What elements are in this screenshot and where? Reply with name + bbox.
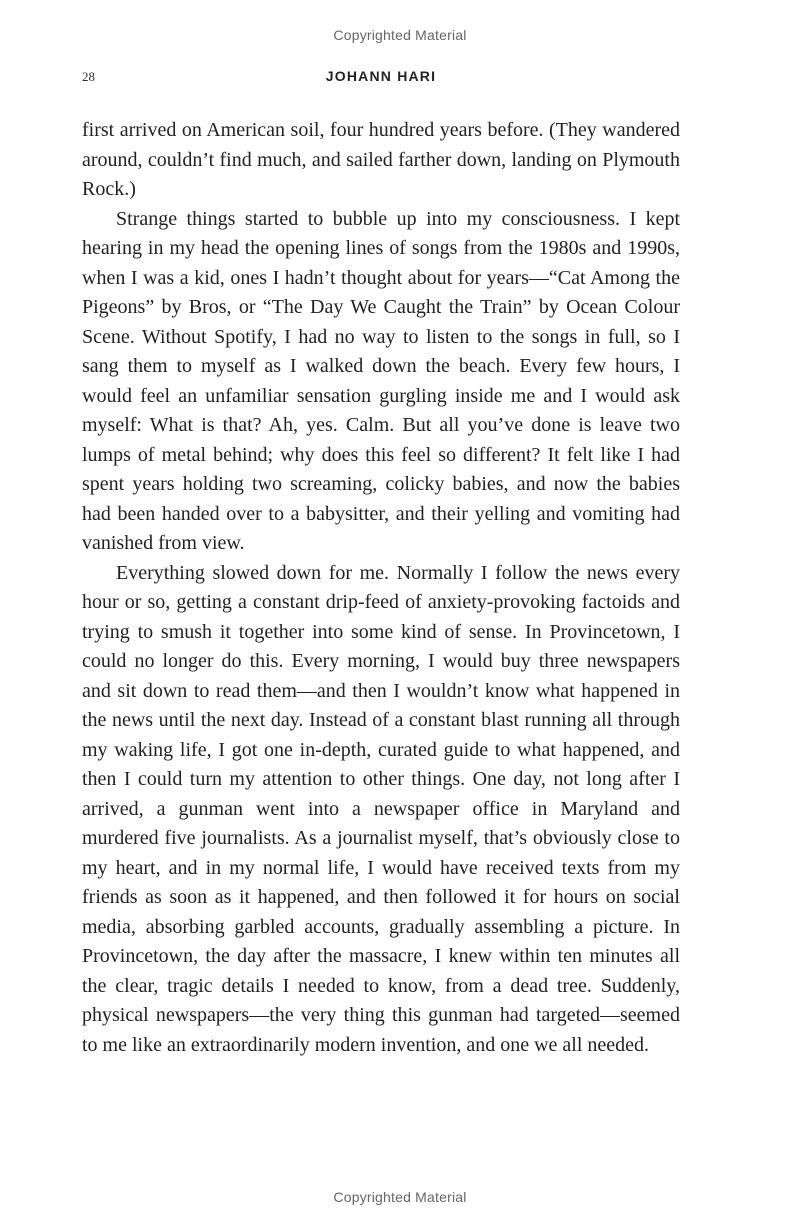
page-number: 28: [82, 69, 95, 84]
body-text: [82, 116, 680, 1060]
paragraph: Strange things started to bubble up into my consciousness. I kept hearing in my head the opening lines of songs from the 1980s and 1990s, when I was a kid, ones I hadn’t thought about for years—“Cat Among the Pigeons” by Bros, or “The Day We Caught the Train” by Ocean Colour Scene. Without Spotify, I had no way to listen to the songs in full, so I sang them to myself as I walked down the beach. Every few hours, I would feel an unfamiliar sensation gurgling inside me and I would ask myself: What is that? Ah, yes. Calm. But all you’ve done is leave two lumps of metal behind; why does this feel so different? It felt like I had spent years holding two screaming, colicky babies, and now the babies had been handed over to a babysitter, and their yelling and vomiting had vanished from view.: [82, 207, 680, 554]
copyright-watermark-top: Copyrighted Material: [333, 27, 467, 43]
paragraph: Everything slowed down for me. Normally I follow the news every hour or so, getting a constant drip-feed of anxiety-provoking factoids and trying to smush it together into some kind of sense. In Provincetown, I could no longer do this. Every morning, I would buy three newspapers and sit down to read them—and then I wouldn’t know what happened in the news until the next day. Instead of a constant blast running all through my waking life, I got one in-depth, curated guide to what happened, and then I could turn my attention to other things. One day, not long after I arrived, a gunman went into a newspaper office in Maryland and murdered five journalists. As a journalist myself, that’s obviously close to my heart, and in my normal life, I would have received texts from my friends as soon as it happened, and then followed it for hours on social media, absorbing garbled accounts, gradually assembling a picture. In Provincetown, the day after the massacre, I knew within ten minutes all the clear, tragic details I needed to know, from a dead tree. Suddenly, physical newspapers—the very thing this gunman had targeted—seemed to me like an extraordinarily modern invention, and one we all needed.: [82, 561, 680, 1056]
copyright-watermark-bottom: Copyrighted Material: [333, 1189, 467, 1205]
paragraph-continuation: first arrived on American soil, four hundred years before. (They wandered around, couldn’t find much, and sailed farther down, landing on Plymouth Rock.): [82, 119, 680, 200]
running-title: JOHANN HARI: [325, 68, 437, 84]
running-head: [82, 68, 680, 88]
